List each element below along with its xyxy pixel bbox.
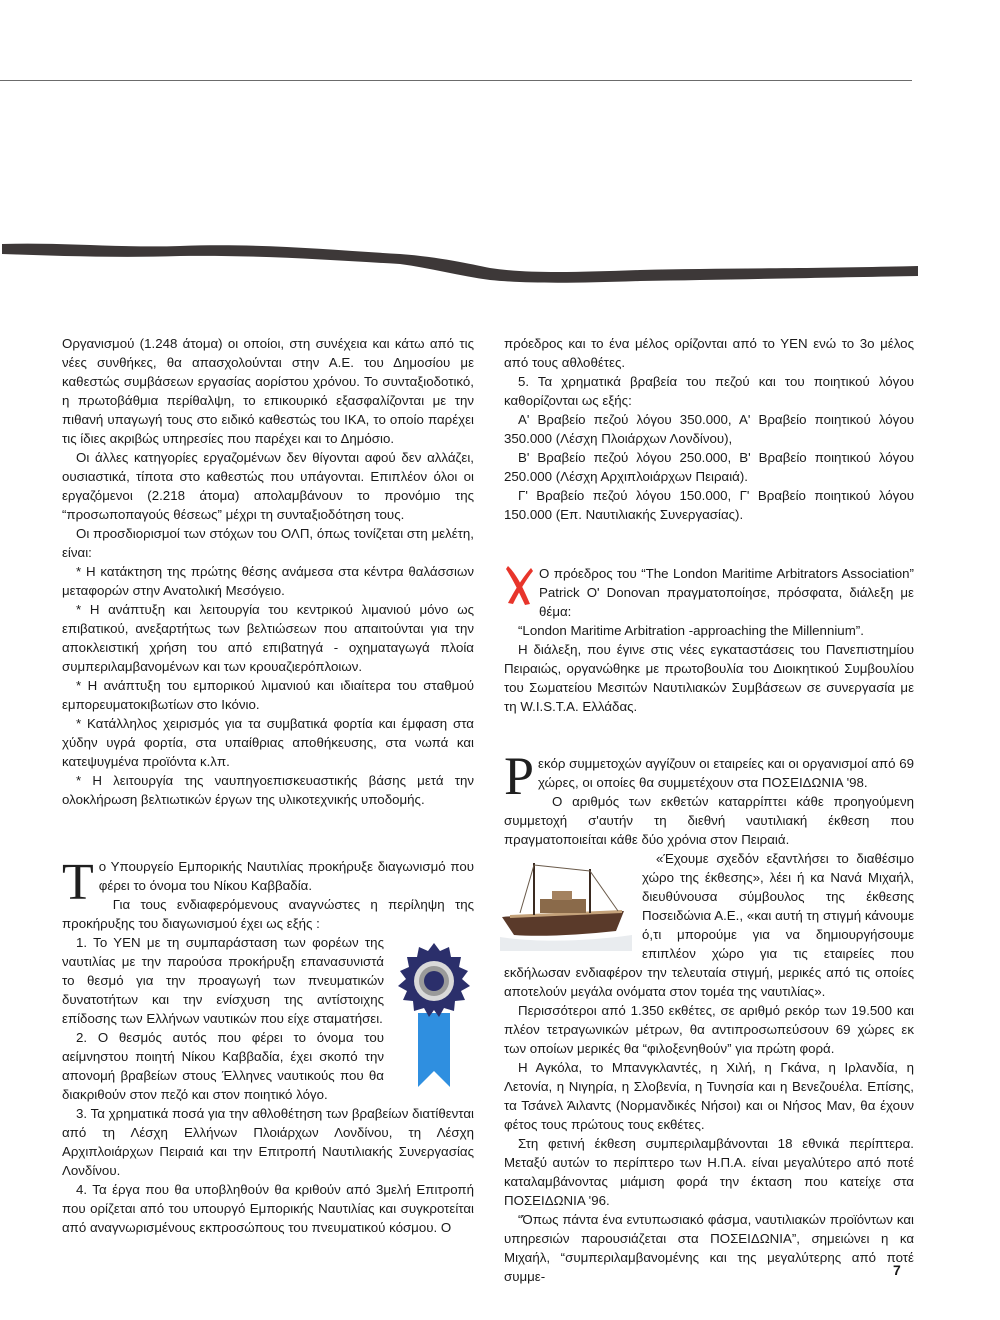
- paragraph: Για τους ενδιαφερόμενους αναγνώστες η περίληψη της προκήρυξης του διαγωνισμού έχει ως εξής :: [62, 897, 474, 931]
- paragraph: 3. Τα χρηματικά ποσά για την αθλοθέτηση των βραβείων διατίθενται από τη Λέσχη Ελλήνων Πλοιάρχων Λονδίνου, τη Λέσχη Αρχιπλοιάρχων Πειραιά και την Επιτροπή Ναυτιλιακής Συνεργασίας Λονδίνου.: [62, 1106, 474, 1178]
- drop-cap: Ρ: [504, 746, 535, 806]
- page-number: 7: [893, 1262, 901, 1278]
- paragraph: Η διάλεξη, που έγινε στις νέες εγκαταστάσεις του Πανεπιστημίου Πειραιώς, οργανώθηκε με πρωτοβουλία του Διοικητικού Συμβουλίου του Σωματείου Μεσιτών Ναυτιλιακών Συμβάσεων σε συνεργασία με τη W.I.S.T.A. Ελλάδας.: [504, 642, 914, 714]
- bullet-item: * Η κατάκτηση της πρώτης θέσης ανάμεσα στα κέντρα θαλάσσιων μεταφορών στην Ανατολική Μεσόγειο.: [62, 564, 474, 598]
- paragraph: 2. Ο θεσμός αυτός που φέρει το όνομα του αείμνηστου ποιητή Νίκου Καββαδία, έχει σκοπό την απονομή βραβείων στους Έλληνες ναυτικούς που θα διακριθούν στον πεζό και στον ποιητικό λόγο.: [62, 1030, 384, 1102]
- paragraph: Ο αριθμός των εκθετών καταρρίπτει κάθε προηγούμενη συμμετοχή σ'αυτήν τη διεθνή ναυτιλιακή έκθεση που πραγματοποιείται κάθε δύο χρόνια στον Πειραιά.: [504, 794, 914, 847]
- ship-photo: [500, 855, 632, 951]
- paragraph-text: εκόρ συμμετοχών αγγίζουν οι εταιρείες και οι οργανισμοί από 69 χώρες, οι οποίες θα συμμετέχουν στα ΠΟΣΕΙΔΩΝΙΑ '98.: [538, 756, 914, 790]
- section-intro: [62, 854, 474, 911]
- paragraph: 4. Τα έργα που θα υποβληθούν θα κριθούν από 3μελή Επιτροπή που ορίζεται από του υπουργό Εμπορικής Ναυτιλίας και συγκροτείται από αναγνωρισμένους εκπροσώπους του πνευματικού κόσμου. Ο: [62, 1182, 474, 1235]
- paragraph-text: Ο πρόεδρος του “The London Maritime Arbitrators Association” Patrick O' Donovan πραγματοποίησε, πρόσφατα, διάλεξη με θέμα:: [539, 566, 914, 619]
- bullet-item: * Κατάλληλος χειρισμός για τα συμβατικά φορτία και έμφαση στα χύδην υγρά φορτία, στα υπαίθριας αποθήκευσης, στα νωπά και κατεψυγμένα προϊόντα κ.λπ.: [62, 716, 474, 769]
- section-intro: [504, 746, 914, 806]
- paragraph: Περισσότεροι από 1.350 εκθέτες, σε αριθμό ρεκόρ των 19.500 και πλέον τετραγωνικών μέτρων, θα αντιπροσωπεύσουν 69 χώρες εκ των οποίων μερικές θα “φιλοξενηθούν” για πρώτη φορά.: [504, 1003, 914, 1056]
- paragraph: Β' Βραβείο πεζού λόγου 250.000, Β' Βραβείο ποιητικού λόγου 250.000 (Λέσχη Αρχιπλοιάρχων Πειραιά).: [504, 450, 914, 484]
- paragraph: 1. Το ΥΕΝ με τη συμπαράσταση των φορέων της ναυτιλίας με την παρούσα προκήρυξη επανασυνιστά το θεσμό για την προαγωγή των πνευματικών δυνατοτήτων και την ενίσχυση της αντίστοιχης επίδοσης των Ελλήνων ναυτικών που είχε σταματήσει.: [62, 935, 384, 1026]
- award-ribbon-icon: [394, 941, 474, 1087]
- bullet-item: * Η λειτουργία της ναυπηγοεπισκευαστικής βάσης μετά την ολοκλήρωση βελτιωτικών έργων της υλικοτεχνικής υποδομής.: [62, 773, 474, 807]
- paragraph: Α' Βραβείο πεζού λόγου 350.000, Α' Βραβείο ποιητικού λόγου 350.000 (Λέσχη Πλοιάρχων Λονδίνου),: [504, 412, 914, 446]
- quote-title: “London Maritime Arbitration -approaching the Millennium”.: [518, 623, 864, 638]
- red-cross-icon: [504, 564, 534, 606]
- brush-stroke-divider: [0, 228, 920, 288]
- bullet-item: * Η ανάπτυξη του εμπορικού λιμανιού και ιδιαίτερα του σταθμού εμπορευματοκιβωτίων στο Ικόνιο.: [62, 678, 474, 712]
- paragraph: Στη φετινή έκθεση συμπεριλαμβάνονται 18 εθνικά περίπτερα. Μεταξύ αυτών το περίπτερο των Η.Π.Α. είναι μεγαλύτερο από ποτέ καταλαμβάνοντας μιάμιση φορά την έκταση που κατείχε στα ΠΟΣΕΙΔΩΝΙΑ '96.: [504, 1136, 914, 1208]
- paragraph: Γ' Βραβείο πεζού λόγου 150.000, Γ' Βραβείο ποιητικού λόγου 150.000 (Επ. Ναυτιλιακής Συνεργασίας).: [504, 488, 914, 522]
- paragraph: «Έχουμε σχεδόν εξαντλήσει το διαθέσιμο χώρο της έκθεσης», λέει ή κα Νανά Μιχαήλ, διευθύνουσα σύμβουλος της έκθεσης Ποσειδώνια Α.Ε., «και αυτή τη στιγμή κάνουμε ό,τι μπορούμε για να δημιουργήσουμε επιπλέον χώρο για τις εταιρείες που εκδήλωσαν ενδιαφέρον την τελευταία στιγμή, μερικές από τις οποίες αποτελούν μεγάλα ονόματα στον τομέα της ναυτιλίας».: [504, 851, 914, 999]
- bullet-item: * Η ανάπτυξη και λειτουργία του κεντρικού λιμανιού μόνο ως επιβατικού, ανεξαρτήτως των βελτιώσεων που απαιτούνται για την αποκλειστική χρήση του από επιβατηγά - οχηματαγωγά πλοία συμπεριλαμβανομένων και των κρουαζιερόπλοιων.: [62, 602, 474, 674]
- drop-cap: Τ: [62, 854, 94, 911]
- left-column: [62, 334, 474, 1237]
- top-rule: [0, 80, 912, 81]
- paragraph: πρόεδρος και το ένα μέλος ορίζονται από το ΥΕΝ ενώ το 3ο μέλος από τους αθλοθέτες.: [504, 336, 914, 370]
- section-intro: [504, 564, 914, 621]
- paragraph: “Όπως πάντα ένα εντυπωσιακό φάσμα, ναυτιλιακών προϊόντων και υπηρεσιών παρουσιάζεται στα ΠΟΣΕΙΔΩΝΙΑ”, σημειώνει η κα Μιχαήλ, “συμπεριλαμβανομένης και της μεγαλύτερης από ποτέ συμμε-: [504, 1212, 914, 1284]
- paragraph: Η Αγκόλα, το Μπανγκλαντές, η Χιλή, η Γκάνα, η Ιρλανδία, η Λετονία, η Νιγηρία, η Σλοβενία, η Τυνησία και η Βενεζουέλα. Επίσης, τα Τσάνελ Άιλαντς (Νορμανδικές Νήσοι) και οι Νήσος Μαν, θα έχουν φέτος τους πρώτους τους εκθέτες.: [504, 1060, 914, 1132]
- paragraph: Οι άλλες κατηγορίες εργαζομένων δεν θίγονται αφού δεν αλλάζει, ουσιαστικά, τίποτα στο καθεστώς που υπάγονται. Επιπλέον όλοι οι εργαζόμενοι (2.218 άτομα) απολαμβάνουν το προνόμιο της “προσωποπαγούς θέσεως” μέχρι τη συνταξιοδότηση τους.: [62, 450, 474, 522]
- right-column: [504, 334, 914, 1286]
- paragraph-text: ο Υπουργείο Εμπορικής Ναυτιλίας προκήρυξε διαγωνισμό που φέρει το όνομα του Νίκου Καββαδία.: [98, 859, 474, 893]
- paragraph: Οργανισμού (1.248 άτομα) οι οποίοι, στη συνέχεια και κάτω από τις νέες συνθήκες, θα απασχολούνται στην Α.Ε. του Δημοσίου με καθεστώς συμβάσεων εργασίας αορίστου χρόνου. Το συνταξιοδοτικό, η πρωτοβάθμια περίθαλψη, το επικουρικό εξασφαλίζονται με την πιθανή υπαγωγή τους στο ειδικό καθεστώς του ΙΚΑ, το οποίο παρέχει τις ίδιες ακριβώς υπηρεσίες που παρέχει και το Δημόσιο.: [62, 336, 474, 446]
- paragraph: 5. Τα χρηματικά βραβεία του πεζού και του ποιητικού λόγου καθορίζονται ως εξής:: [504, 374, 914, 408]
- paragraph: Οι προσδιορισμοί των στόχων του ΟΛΠ, όπως τονίζεται στη μελέτη, είναι:: [62, 526, 474, 560]
